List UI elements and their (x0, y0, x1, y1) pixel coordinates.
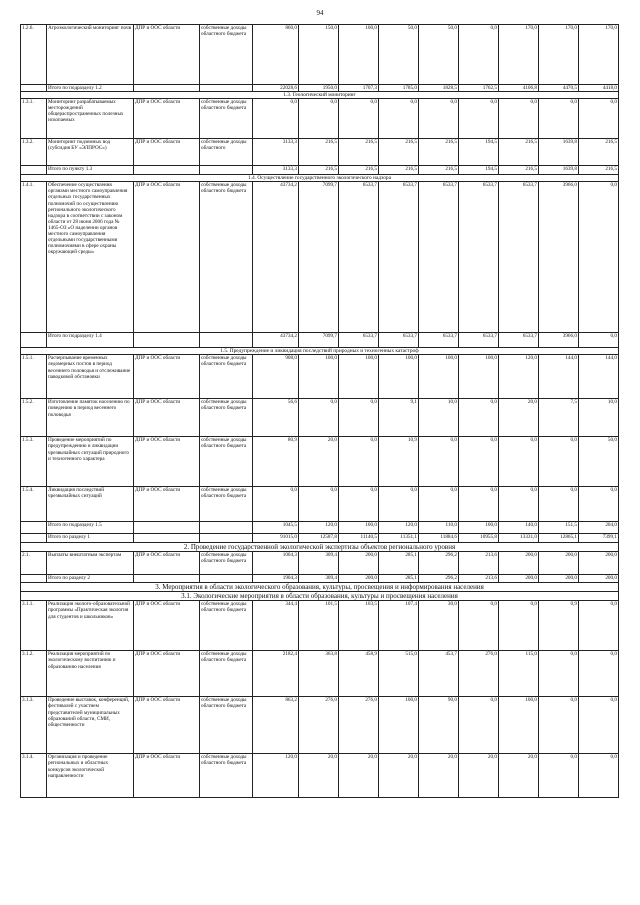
table-row (21, 487, 619, 522)
funding-source-cell (200, 534, 253, 543)
section-title: 3. Мероприятия в области экологического образования, культуры, просвещения и информирования населения (21, 583, 619, 592)
year-3-cell: 515,0 (379, 651, 419, 697)
total-cell: 2182,4 (253, 651, 299, 697)
year-2-cell: 11140,5 (339, 534, 379, 543)
row-number-cell: 2.1. (21, 552, 47, 575)
year-4-cell: 50,0 (419, 25, 459, 85)
year-8-cell: 216,5 (579, 166, 619, 175)
year-4-cell: 110,0 (419, 522, 459, 534)
table-row (21, 139, 619, 166)
year-1-cell: 12587,8 (299, 534, 339, 543)
year-2-cell: 0,0 (339, 399, 379, 437)
year-2-cell: 0,0 (339, 99, 379, 139)
row-number-cell: 3.1.1. (21, 601, 47, 651)
year-7-cell: 0,9 (539, 601, 579, 651)
table-row (21, 333, 619, 348)
row-number-cell: 1.5.4. (21, 487, 47, 522)
total-cell: 3133,3 (253, 139, 299, 166)
year-5-cell: 213,6 (459, 575, 499, 583)
year-3-cell: 6533,7 (379, 333, 419, 348)
year-7-cell: 200,0 (539, 552, 579, 575)
total-cell: 908,0 (253, 355, 299, 399)
table-row (21, 754, 619, 798)
year-3-cell: 11351,1 (379, 534, 419, 543)
table-row (21, 25, 619, 85)
year-6-cell: 0,0 (499, 487, 539, 522)
executor-cell: ДПР и ООС области (134, 355, 200, 399)
item-name-cell: Мониторинг разрабатываемых месторождений общераспространенных полезных ископаемых (47, 99, 134, 139)
year-1-cell: 7099,7 (299, 333, 339, 348)
year-8-cell: 200,0 (579, 575, 619, 583)
year-1-cell: 1950,0 (299, 85, 339, 92)
row-number-cell: 1.4.1. (21, 182, 47, 333)
executor-cell: ДПР и ООС области (134, 399, 200, 437)
table-row (21, 99, 619, 139)
year-2-cell: 200,0 (339, 552, 379, 575)
funding-source-cell (200, 166, 253, 175)
year-8-cell: 0,0 (579, 697, 619, 754)
executor-cell (134, 85, 200, 92)
year-7-cell: 3966,0 (539, 182, 579, 333)
year-6-cell: 140,0 (499, 522, 539, 534)
year-5-cell: 0,0 (459, 25, 499, 85)
year-7-cell: 0,0 (539, 651, 579, 697)
total-cell: 22028,6 (253, 85, 299, 92)
year-3-cell: 285,1 (379, 552, 419, 575)
item-name-cell: Мониторинг подземных вод (субсидия БУ «ЭЛПРОС») (47, 139, 134, 166)
table-row (21, 534, 619, 543)
year-2-cell: 0,0 (339, 487, 379, 522)
funding-source-cell: собственные доходы областного бюджета (200, 399, 253, 437)
year-5-cell: 276,0 (459, 651, 499, 697)
year-8-cell: 0,0 (579, 754, 619, 798)
year-4-cell: 1828,5 (419, 85, 459, 92)
table-row (21, 437, 619, 487)
year-1-cell: 309,4 (299, 552, 339, 575)
year-7-cell: 0,0 (539, 99, 579, 139)
year-8-cell: 0,0 (579, 651, 619, 697)
item-name-cell: Организация и проведение региональных и областных конкурсов экологической направленности (47, 754, 134, 798)
executor-cell (134, 166, 200, 175)
funding-source-cell: собственные доходы областного бюджета (200, 355, 253, 399)
section-header-row (21, 543, 619, 552)
year-8-cell: 216,5 (579, 139, 619, 166)
year-8-cell: 4418,0 (579, 85, 619, 92)
total-cell: 860,0 (253, 25, 299, 85)
row-number-cell (21, 333, 47, 348)
year-2-cell: 100,0 (339, 355, 379, 399)
item-name-cell: Реализация мероприятий по экологическому воспитанию и образованию населения (47, 651, 134, 697)
year-3-cell: 216,5 (379, 139, 419, 166)
total-cell: 0,0 (253, 487, 299, 522)
year-7-cell: 0,0 (539, 697, 579, 754)
row-number-cell: 1.5.3. (21, 437, 47, 487)
year-5-cell: 194,5 (459, 166, 499, 175)
year-3-cell: 6533,7 (379, 182, 419, 333)
year-3-cell: 0,0 (379, 99, 419, 139)
row-number-cell (21, 575, 47, 583)
item-name-cell: Обеспечение осуществления органами местного самоуправления отдельных государственных полномочий по осуществлению регионального экологического надзора в соответствии с законом области от 28 июня 2006 года № 1465-ОЗ «О наделении органов местного самоуправления отдельными государственными полномочиями в сфере охраны окружающей среды» (47, 182, 134, 333)
year-3-cell: 120,0 (379, 522, 419, 534)
table-row (21, 522, 619, 534)
year-2-cell: 6533,7 (339, 333, 379, 348)
section-title: 1.4. Осуществление государственного экологического надзора (21, 175, 619, 182)
year-7-cell: 200,0 (539, 575, 579, 583)
item-name-cell: Итого по подразделу 1.2 (47, 85, 134, 92)
executor-cell: ДПР и ООС области (134, 651, 200, 697)
year-7-cell: 4470,5 (539, 85, 579, 92)
section-title: 3.1. Экологические мероприятия в области образования, культуры и просвещения населения (21, 592, 619, 601)
year-3-cell: 107,4 (379, 601, 419, 651)
total-cell: 43734,2 (253, 182, 299, 333)
year-7-cell: 1639,8 (539, 139, 579, 166)
year-2-cell: 458,9 (339, 651, 379, 697)
year-1-cell: 276,0 (299, 697, 339, 754)
total-cell: 3133,3 (253, 166, 299, 175)
row-number-cell: 1.3.2. (21, 139, 47, 166)
funding-source-cell: собственные доходы областного бюджета (200, 437, 253, 487)
year-2-cell: 103,5 (339, 601, 379, 651)
year-4-cell: 6533,7 (419, 182, 459, 333)
funding-source-cell: собственные доходы областного бюджета (200, 99, 253, 139)
year-8-cell: 0,0 (579, 487, 619, 522)
year-7-cell: 144,0 (539, 355, 579, 399)
year-6-cell: 216,5 (499, 166, 539, 175)
year-6-cell: 4106,8 (499, 85, 539, 92)
year-1-cell: 150,0 (299, 25, 339, 85)
section-title: 2. Проведение государственной экологической экспертизы объектов регионального уровня (21, 543, 619, 552)
year-3-cell: 20,0 (379, 754, 419, 798)
year-4-cell: 10,0 (419, 399, 459, 437)
item-name-cell: Итого по подразделу 1.5 (47, 522, 134, 534)
executor-cell: ДПР и ООС области (134, 437, 200, 487)
year-3-cell: 216,5 (379, 166, 419, 175)
year-7-cell: 170,0 (539, 25, 579, 85)
funding-source-cell: собственные доходы областного бюджета (200, 697, 253, 754)
year-5-cell: 1762,5 (459, 85, 499, 92)
year-6-cell: 170,0 (499, 25, 539, 85)
executor-cell: ДПР и ООС области (134, 487, 200, 522)
year-5-cell: 20,0 (459, 754, 499, 798)
year-8-cell: 170,0 (579, 25, 619, 85)
year-6-cell: 200,0 (499, 575, 539, 583)
year-2-cell: 0,0 (339, 437, 379, 487)
year-2-cell: 200,0 (339, 575, 379, 583)
table-row (21, 697, 619, 754)
item-name-cell: Изготовление памяток населению по поведению в период весеннего половодья (47, 399, 134, 437)
year-7-cell: 3966,0 (539, 333, 579, 348)
year-2-cell: 6533,7 (339, 182, 379, 333)
year-2-cell: 20,0 (339, 754, 379, 798)
table-row (21, 85, 619, 92)
year-6-cell: 13331,0 (499, 534, 539, 543)
year-6-cell: 20,0 (499, 399, 539, 437)
executor-cell (134, 333, 200, 348)
year-6-cell: 6533,7 (499, 333, 539, 348)
executor-cell: ДПР и ООС области (134, 601, 200, 651)
total-cell: 120,0 (253, 754, 299, 798)
year-3-cell: 100,0 (379, 697, 419, 754)
item-name-cell: Выплаты внештатным экспертам (47, 552, 134, 575)
section-title: 1.3. Геологический мониторинг (21, 92, 619, 99)
table-row (21, 651, 619, 697)
funding-source-cell: собственные доходы областного (200, 139, 253, 166)
year-3-cell: 285,1 (379, 575, 419, 583)
executor-cell: ДПР и ООС области (134, 25, 200, 85)
year-1-cell: 20,0 (299, 754, 339, 798)
section-header-row (21, 175, 619, 182)
total-cell: 1045,5 (253, 522, 299, 534)
row-number-cell: 1.3.1. (21, 99, 47, 139)
year-1-cell: 363,8 (299, 651, 339, 697)
total-cell: 1004,3 (253, 552, 299, 575)
year-5-cell: 194,5 (459, 139, 499, 166)
table-row (21, 575, 619, 583)
year-2-cell: 276,0 (339, 697, 379, 754)
year-1-cell: 216,5 (299, 139, 339, 166)
year-3-cell: 10,9 (379, 437, 419, 487)
year-4-cell: 296,2 (419, 575, 459, 583)
year-6-cell: 200,0 (499, 552, 539, 575)
year-1-cell: 0,0 (299, 99, 339, 139)
item-name-cell: Ликвидация последствий чрезвычайных ситуаций (47, 487, 134, 522)
year-4-cell: 453,7 (419, 651, 459, 697)
item-name-cell: Итого по разделу 1 (47, 534, 134, 543)
year-5-cell: 0,0 (459, 399, 499, 437)
item-name-cell: Проведение мероприятий по предупреждению и ликвидации чрезвычайных ситуаций природного и техногенного характера (47, 437, 134, 487)
year-8-cell: 204,0 (579, 522, 619, 534)
year-2-cell: 100,0 (339, 522, 379, 534)
year-1-cell: 309,4 (299, 575, 339, 583)
executor-cell (134, 534, 200, 543)
year-6-cell: 6533,7 (499, 182, 539, 333)
year-3-cell: 100,0 (379, 355, 419, 399)
item-name-cell: Итого по подразделу 1.4 (47, 333, 134, 348)
table-row (21, 552, 619, 575)
year-1-cell: 100,0 (299, 355, 339, 399)
year-8-cell: 0,0 (579, 601, 619, 651)
year-7-cell: 0,0 (539, 437, 579, 487)
year-5-cell: 10955,8 (459, 534, 499, 543)
row-number-cell: 1.5.2. (21, 399, 47, 437)
total-cell: 43734,2 (253, 333, 299, 348)
year-6-cell: 115,0 (499, 651, 539, 697)
year-3-cell: 1785,0 (379, 85, 419, 92)
year-6-cell: 100,0 (499, 697, 539, 754)
year-5-cell: 100,0 (459, 355, 499, 399)
section-header-row (21, 92, 619, 99)
funding-source-cell (200, 522, 253, 534)
executor-cell: ДПР и ООС области (134, 99, 200, 139)
year-1-cell: 101,5 (299, 601, 339, 651)
total-cell: 91015,0 (253, 534, 299, 543)
section-header-row (21, 348, 619, 355)
year-1-cell: 20,0 (299, 437, 339, 487)
row-number-cell: 3.1.2. (21, 651, 47, 697)
funding-source-cell (200, 333, 253, 348)
year-2-cell: 216,5 (339, 166, 379, 175)
total-cell: 863,2 (253, 697, 299, 754)
year-2-cell: 216,5 (339, 139, 379, 166)
year-5-cell: 0,0 (459, 601, 499, 651)
year-6-cell: 0,0 (499, 99, 539, 139)
year-5-cell: 6533,7 (459, 333, 499, 348)
table-body (21, 25, 619, 798)
year-4-cell: 0,0 (419, 437, 459, 487)
total-cell: 80,9 (253, 437, 299, 487)
year-6-cell: 216,5 (499, 139, 539, 166)
row-number-cell (21, 166, 47, 175)
executor-cell (134, 575, 200, 583)
year-4-cell: 20,0 (419, 754, 459, 798)
executor-cell: ДПР и ООС области (134, 182, 200, 333)
row-number-cell (21, 534, 47, 543)
year-5-cell: 213,6 (459, 552, 499, 575)
year-4-cell: 216,5 (419, 166, 459, 175)
year-4-cell: 0,0 (419, 99, 459, 139)
year-4-cell: 216,5 (419, 139, 459, 166)
year-1-cell: 0,0 (299, 487, 339, 522)
section-header-row (21, 583, 619, 592)
year-8-cell: 50,0 (579, 437, 619, 487)
year-1-cell: 0,0 (299, 399, 339, 437)
executor-cell: ДПР и ООС области (134, 697, 200, 754)
item-name-cell: Реализация эколого-образовательной программы «Практическая экология для студентов и школьников» (47, 601, 134, 651)
year-4-cell: 296,2 (419, 552, 459, 575)
item-name-cell: Итого по пункту 1.3 (47, 166, 134, 175)
year-6-cell: 120,0 (499, 355, 539, 399)
row-number-cell: 3.1.3. (21, 697, 47, 754)
item-name-cell: Агроэкологический мониторинг почв (47, 25, 134, 85)
executor-cell: ДПР и ООС области (134, 552, 200, 575)
item-name-cell: Итого по разделу 2 (47, 575, 134, 583)
year-6-cell: 0,0 (499, 437, 539, 487)
executor-cell: ДПР и ООС области (134, 754, 200, 798)
year-8-cell: 200,0 (579, 552, 619, 575)
total-cell: 56,6 (253, 399, 299, 437)
year-4-cell: 30,0 (419, 601, 459, 651)
row-number-cell (21, 522, 47, 534)
year-2-cell: 100,0 (339, 25, 379, 85)
section-header-row (21, 592, 619, 601)
year-4-cell: 6533,7 (419, 333, 459, 348)
year-8-cell: 10,0 (579, 399, 619, 437)
year-1-cell: 216,5 (299, 166, 339, 175)
funding-source-cell: собственные доходы областного бюджета (200, 754, 253, 798)
year-8-cell: 144,0 (579, 355, 619, 399)
year-6-cell: 20,0 (499, 754, 539, 798)
executor-cell: ДПР и ООС области (134, 139, 200, 166)
funding-source-cell: собственные доходы областного бюджета (200, 487, 253, 522)
total-cell: 344,4 (253, 601, 299, 651)
item-name-cell: Расчерпывание временных ледомерных постов в период весеннего половодья и отслеживание паводковой обстановки (47, 355, 134, 399)
funding-source-cell (200, 85, 253, 92)
total-cell: 0,0 (253, 99, 299, 139)
funding-source-cell: собственные доходы областного бюджета (200, 25, 253, 85)
year-7-cell: 12865,1 (539, 534, 579, 543)
year-8-cell: 0,0 (579, 182, 619, 333)
year-8-cell: 0,0 (579, 333, 619, 348)
year-5-cell: 0,0 (459, 697, 499, 754)
year-3-cell: 9,1 (379, 399, 419, 437)
year-8-cell: 7399,1 (579, 534, 619, 543)
section-title: 1.5. Предупреждение и ликвидация последствий природных и техногенных катастроф (21, 348, 619, 355)
page-number: 94 (316, 9, 324, 17)
total-cell: 1904,3 (253, 575, 299, 583)
row-number-cell: 1.5.1. (21, 355, 47, 399)
year-7-cell: 7,5 (539, 399, 579, 437)
year-3-cell: 50,0 (379, 25, 419, 85)
funding-source-cell: собственные доходы областного бюджета (200, 552, 253, 575)
table-row (21, 166, 619, 175)
table-row (21, 399, 619, 437)
year-7-cell: 151,5 (539, 522, 579, 534)
funding-source-cell: собственные доходы областного бюджета (200, 601, 253, 651)
funding-source-cell: собственные доходы областного бюджета (200, 651, 253, 697)
year-3-cell: 0,0 (379, 487, 419, 522)
item-name-cell: Проведение выставок, конференций, фестивалей с участием представителей муниципальных образований области, СМИ, общественности (47, 697, 134, 754)
table-row (21, 355, 619, 399)
table-row (21, 182, 619, 333)
table-row (21, 601, 619, 651)
year-7-cell: 0,0 (539, 487, 579, 522)
year-2-cell: 1707,3 (339, 85, 379, 92)
year-5-cell: 100,0 (459, 522, 499, 534)
funding-source-cell (200, 575, 253, 583)
budget-table (20, 24, 619, 798)
year-5-cell: 6533,7 (459, 182, 499, 333)
year-4-cell: 11884,6 (419, 534, 459, 543)
year-7-cell: 1639,8 (539, 166, 579, 175)
row-number-cell: 3.1.4. (21, 754, 47, 798)
year-4-cell: 0,0 (419, 487, 459, 522)
year-5-cell: 0,0 (459, 99, 499, 139)
year-7-cell: 0,0 (539, 754, 579, 798)
row-number-cell (21, 85, 47, 92)
executor-cell (134, 522, 200, 534)
year-6-cell: 0,0 (499, 601, 539, 651)
row-number-cell: 1.2.6. (21, 25, 47, 85)
year-1-cell: 7099,7 (299, 182, 339, 333)
year-4-cell: 100,0 (419, 355, 459, 399)
year-8-cell: 0,0 (579, 99, 619, 139)
year-4-cell: 90,0 (419, 697, 459, 754)
year-1-cell: 120,0 (299, 522, 339, 534)
year-5-cell: 0,0 (459, 437, 499, 487)
funding-source-cell: собственные доходы областного бюджета (200, 182, 253, 333)
year-5-cell: 0,0 (459, 487, 499, 522)
